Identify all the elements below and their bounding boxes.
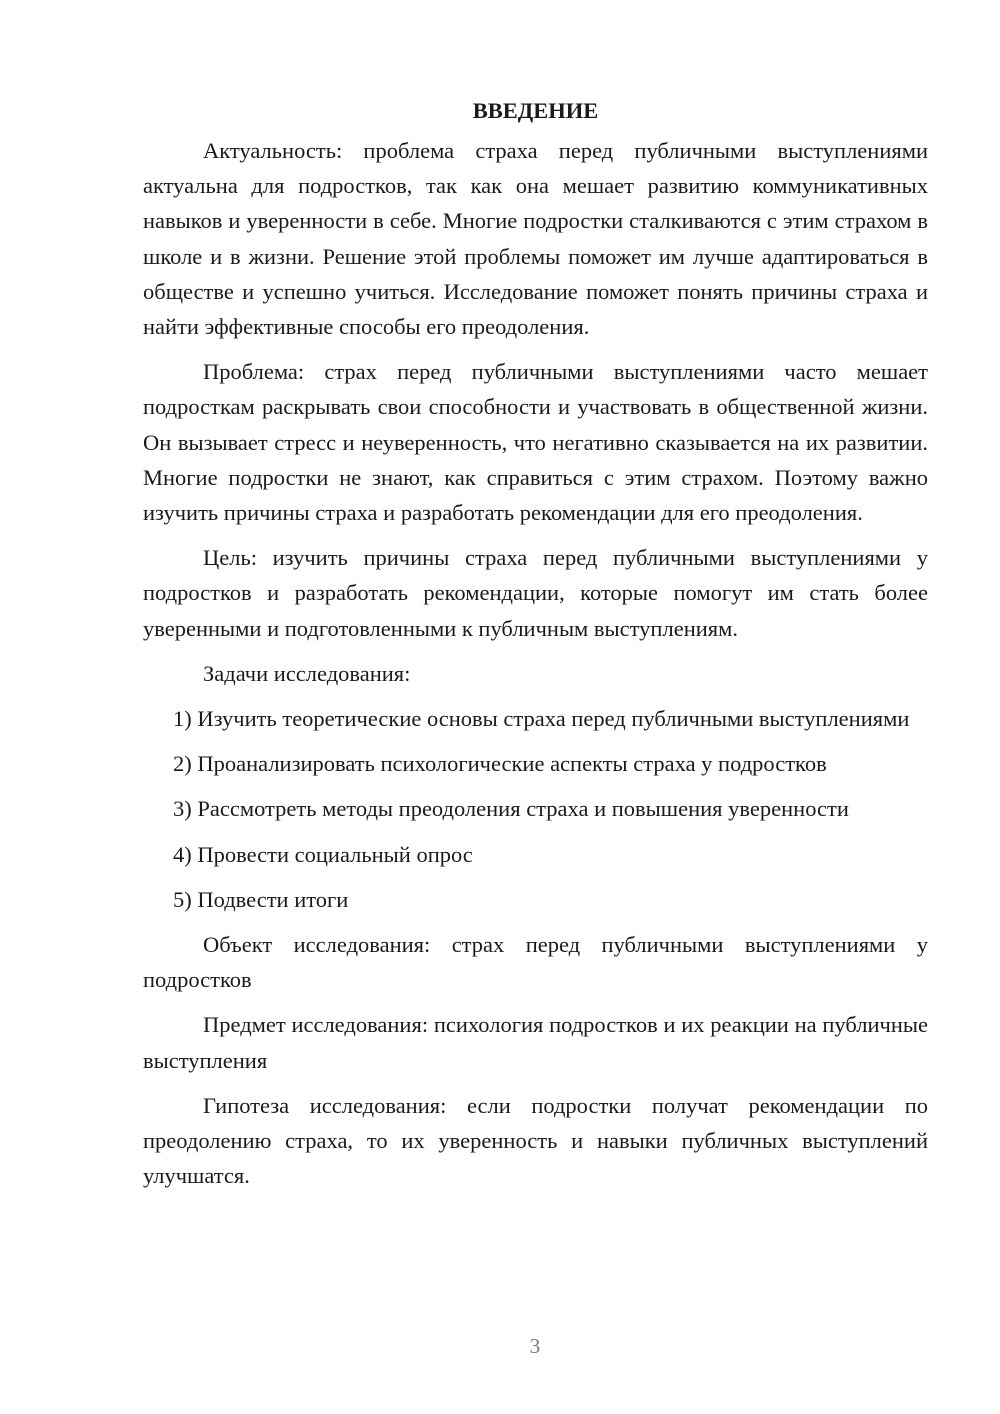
list-item: 1) Изучить теоретические основы страха перед публичными выступлениями [173, 706, 910, 732]
document-body [143, 95, 928, 1193]
actuality-paragraph: Актуальность: проблема страха перед публичными выступлениями актуальна для подростков, так как она мешает развитию коммуникативных навыков и уверенности в себе. Многие подростки сталкиваются с этим страхом в школе и в жизни. Решение этой проблемы поможет им лучше адаптироваться в обществе и успешно учиться. Исследование поможет понять причины страха и найти эффективные способы его преодоления. [143, 138, 928, 340]
list-item: 2) Проанализировать психологические аспекты страха у подростков [173, 751, 827, 777]
problem-paragraph: Проблема: страх перед публичными выступлениями часто мешает подросткам раскрывать свои способности и участвовать в общественной жизни. Он вызывает стресс и неуверенность, что негативно сказывается на их развитии. Многие подростки не знают, как справиться с этим страхом. Поэтому важно изучить причины страха и разработать рекомендации для его преодоления. [143, 359, 928, 526]
object-paragraph: Объект исследования: страх перед публичными выступлениями у подростков [143, 932, 928, 993]
subject-paragraph: Предмет исследования: психология подростков и их реакции на публичные выступления [143, 1012, 928, 1073]
list-item: 3) Рассмотреть методы преодоления страха и повышения уверенности [173, 796, 849, 822]
list-item: 5) Подвести итоги [173, 886, 349, 912]
tasks-heading: Задачи исследования: [203, 660, 411, 686]
page-title: ВВЕДЕНИЕ [472, 98, 599, 123]
goal-paragraph: Цель: изучить причины страха перед публичными выступлениями у подростков и разработать рекомендации, которые помогут им стать более уверенными и подготовленными к публичным выступлениям. [143, 545, 928, 641]
page-number: 3 [529, 1334, 541, 1358]
tasks-list [143, 701, 928, 917]
list-item: 4) Провести социальный опрос [173, 841, 473, 867]
hypothesis-paragraph: Гипотеза исследования: если подростки получат рекомендации по преодолению страха, то их уверенность и навыки публичных выступлений улучшатся. [143, 1092, 928, 1189]
